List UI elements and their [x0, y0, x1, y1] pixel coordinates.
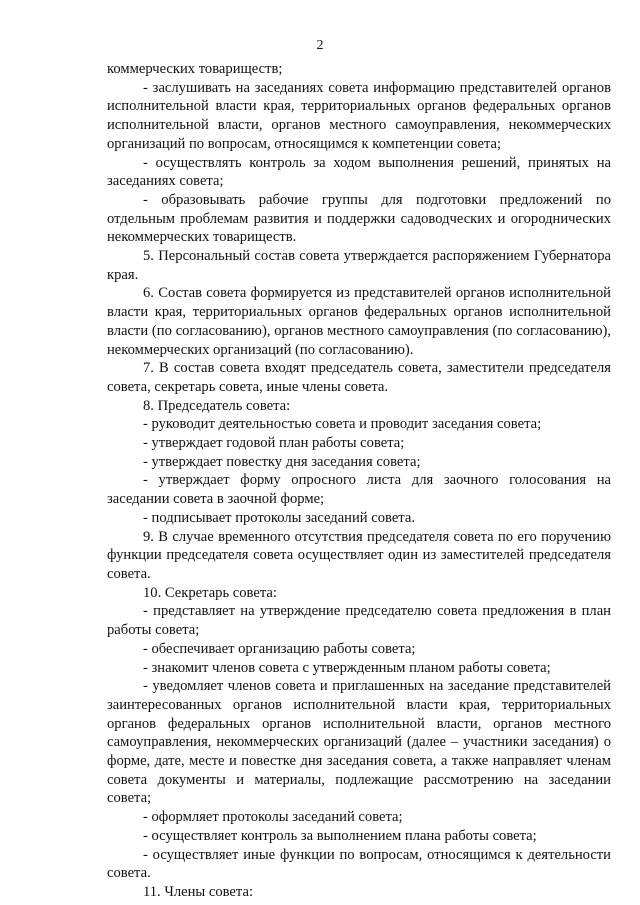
paragraph: 11. Члены совета: — [143, 883, 254, 900]
paragraph: 5. Персональный состав совета утверждается распоряжением Губернатора края. — [107, 248, 611, 283]
paragraph: - обеспечивает организацию работы совета; — [143, 640, 416, 657]
paragraph: 10. Секретарь совета: — [143, 584, 277, 601]
paragraph: - осуществляет иные функции по вопросам, относящимся к деятельности совета. — [107, 846, 611, 882]
paragraph: - образовывать рабочие группы для подготовки предложений по отдельным проблемам развития и поддержки садоводческих и огороднических некоммерческих товариществ. — [107, 191, 611, 246]
page-number: 2 — [316, 38, 324, 53]
paragraph: - оформляет протоколы заседаний совета; — [143, 809, 403, 826]
paragraph: 8. Председатель совета: — [143, 397, 291, 414]
paragraph: 9. В случае временного отсутствия председателя совета по его поручению функции председателя совета осуществляет один из заместителей председателя совета. — [107, 528, 611, 582]
paragraph: - утверждает годовой план работы совета; — [143, 435, 405, 452]
paragraph: - знакомит членов совета с утвержденным планом работы совета; — [143, 659, 551, 676]
paragraph: - уведомляет членов совета и приглашенных на заседание представителей заинтересованных органов исполнительной власти края, территориальных органов федеральных органов исполнительной власти, органов местного самоуправления, некоммерческих организаций (далее – участники заседания) о форме, дате, месте и повестке дня заседания совета, а также направляет членам совета документы и материалы, подлежащие рассмотрению на заседании совета; — [107, 678, 611, 807]
paragraph: - утверждает форму опросного листа для заочного голосования на заседании совета в заочной форме; — [107, 472, 611, 508]
paragraph: - представляет на утверждение председателю совета предложения в план работы совета; — [107, 603, 611, 639]
document-body — [107, 60, 611, 902]
paragraph: - руководит деятельностью совета и проводит заседания совета; — [143, 416, 542, 433]
paragraph: - утверждает повестку дня заседания совета; — [143, 453, 421, 470]
paragraph: - заслушивать на заседаниях совета информацию представителей органов исполнительной власти края, территориальных органов федеральных органов исполнительной власти, органов местного самоуправления, некоммерческих организаций по вопросам, относящимся к компетенции совета; — [107, 79, 611, 152]
paragraph: - осуществляет контроль за выполнением плана работы совета; — [143, 827, 537, 844]
paragraph: 6. Состав совета формируется из представителей органов исполнительной власти края, территориальных органов федеральных органов исполнительной власти (по согласованию), органов местного самоуправления (по согласованию), некоммерческих организаций (по согласованию). — [107, 285, 611, 358]
paragraph: 7. В состав совета входят председатель совета, заместители председателя совета, секретарь совета, иные члены совета. — [107, 360, 611, 395]
paragraph: - подписывает протоколы заседаний совета. — [143, 509, 415, 526]
paragraph: коммерческих товариществ; — [107, 61, 283, 77]
paragraph: - осуществлять контроль за ходом выполнения решений, принятых на заседаниях совета; — [107, 154, 611, 190]
